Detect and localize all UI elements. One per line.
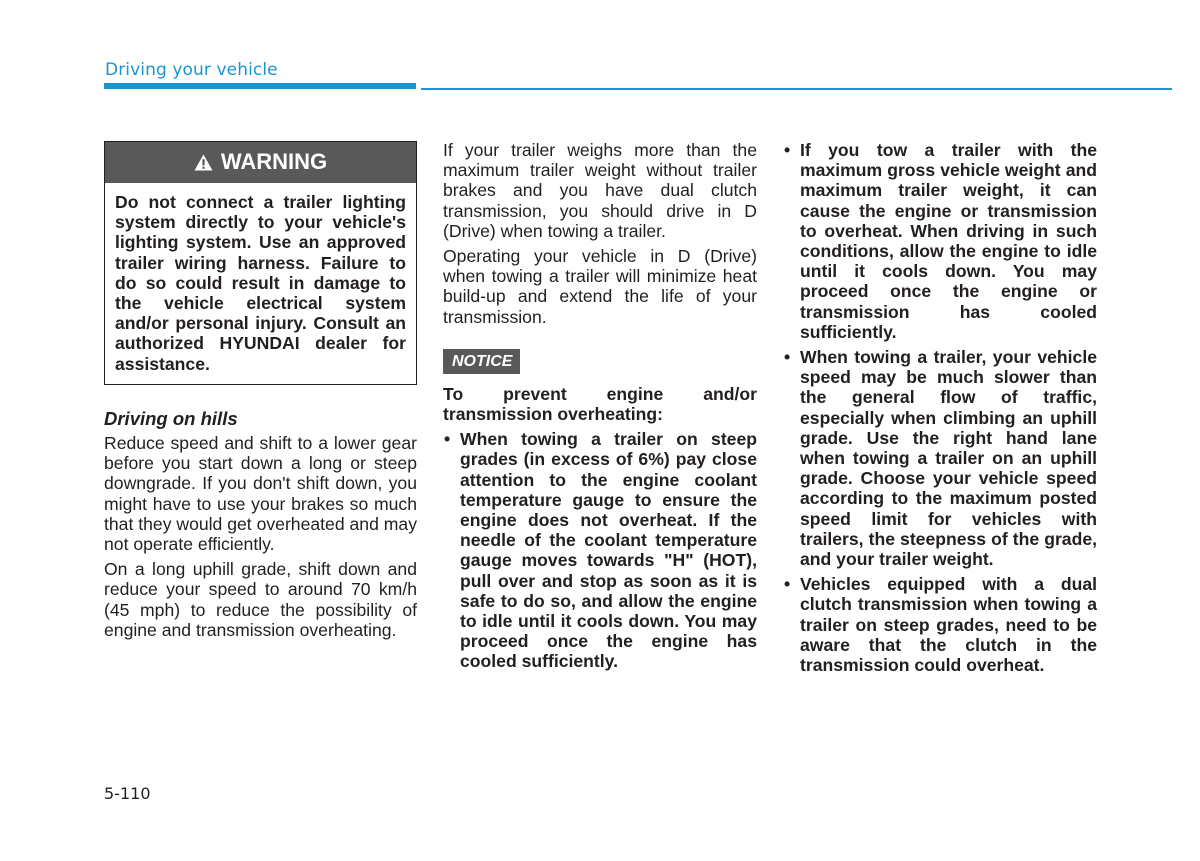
- notice-bullet: • If you tow a trailer with the maximum gross vehicle weight and maximum trailer weight, it can cause the engine or transmission to overheat. When driving in such conditions, allow the engine to idle until it cools down. You may proceed once the engine or transmission has cooled sufficiently.: [783, 140, 1097, 342]
- dct-paragraph-1: If your trailer weighs more than the maximum trailer weight without trailer brakes and you have dual clutch transmission, you should drive in D (Drive) when towing a trailer.: [443, 140, 757, 241]
- notice-list: [443, 429, 757, 671]
- warning-header: [105, 142, 416, 183]
- notice-bullet: • When towing a trailer on steep grades (in excess of 6%) pay close attention to the engine coolant temperature gauge to ensure the engine does not overheat. If the needle of the coolant temperature gauge moves towards "H" (HOT), pull over and stop as soon as it is safe to do so, and allow the engine to idle until it cools down. You may proceed once the engine has cooled sufficiently.: [443, 429, 757, 671]
- warning-box: [104, 141, 417, 385]
- warning-triangle-icon: [194, 154, 213, 171]
- hills-paragraph-1: Reduce speed and shift to a lower gear before you start down a long or steep downgrade. If you don't shift down, you might have to use your brakes so much that they would get overheated and may not operate efficiently.: [104, 433, 417, 555]
- warning-title: WARNING: [220, 149, 328, 175]
- notice-list-continued: [783, 140, 1097, 675]
- column-right: [783, 140, 1097, 675]
- hills-paragraph-2: On a long uphill grade, shift down and reduce your speed to around 70 km/h (45 mph) to reduce the possibility of engine and transmission overheating.: [104, 559, 417, 640]
- notice-intro: To prevent engine and/or transmission overheating:: [443, 383, 757, 425]
- section-title: Driving your vehicle: [105, 60, 278, 80]
- notice-bullet: • When towing a trailer, your vehicle speed may be much slower than the general flow of traffic, especially when climbing an uphill grade. Use the right hand lane when towing a trailer on an uphill grade. Choose your vehicle speed according to the maximum posted speed limit for vehicles with trailers, the steepness of the grade, and your trailer weight.: [783, 347, 1097, 569]
- notice-bullet: • Vehicles equipped with a dual clutch transmission when towing a trailer on steep grades, need to be aware that the clutch in the transmission could overheat.: [783, 574, 1097, 675]
- warning-text: Do not connect a trailer lighting system directly to your vehicle's lighting system. Use an approved trailer wiring harness. Failure to do so could result in damage to the vehicle electrical system and/or personal injury. Consult an authorized HYUNDAI dealer for assistance.: [115, 192, 406, 374]
- dct-paragraph-2: Operating your vehicle in D (Drive) when towing a trailer will minimize heat build-up and extend the life of your transmission.: [443, 246, 757, 327]
- column-left: [104, 140, 417, 640]
- page-number: 5-110: [104, 784, 151, 803]
- notice-badge: NOTICE: [443, 349, 520, 374]
- column-middle: [443, 140, 757, 672]
- header-rule-thin: [421, 88, 1172, 90]
- header-rule-thick: [104, 83, 416, 89]
- hills-heading: Driving on hills: [104, 407, 238, 429]
